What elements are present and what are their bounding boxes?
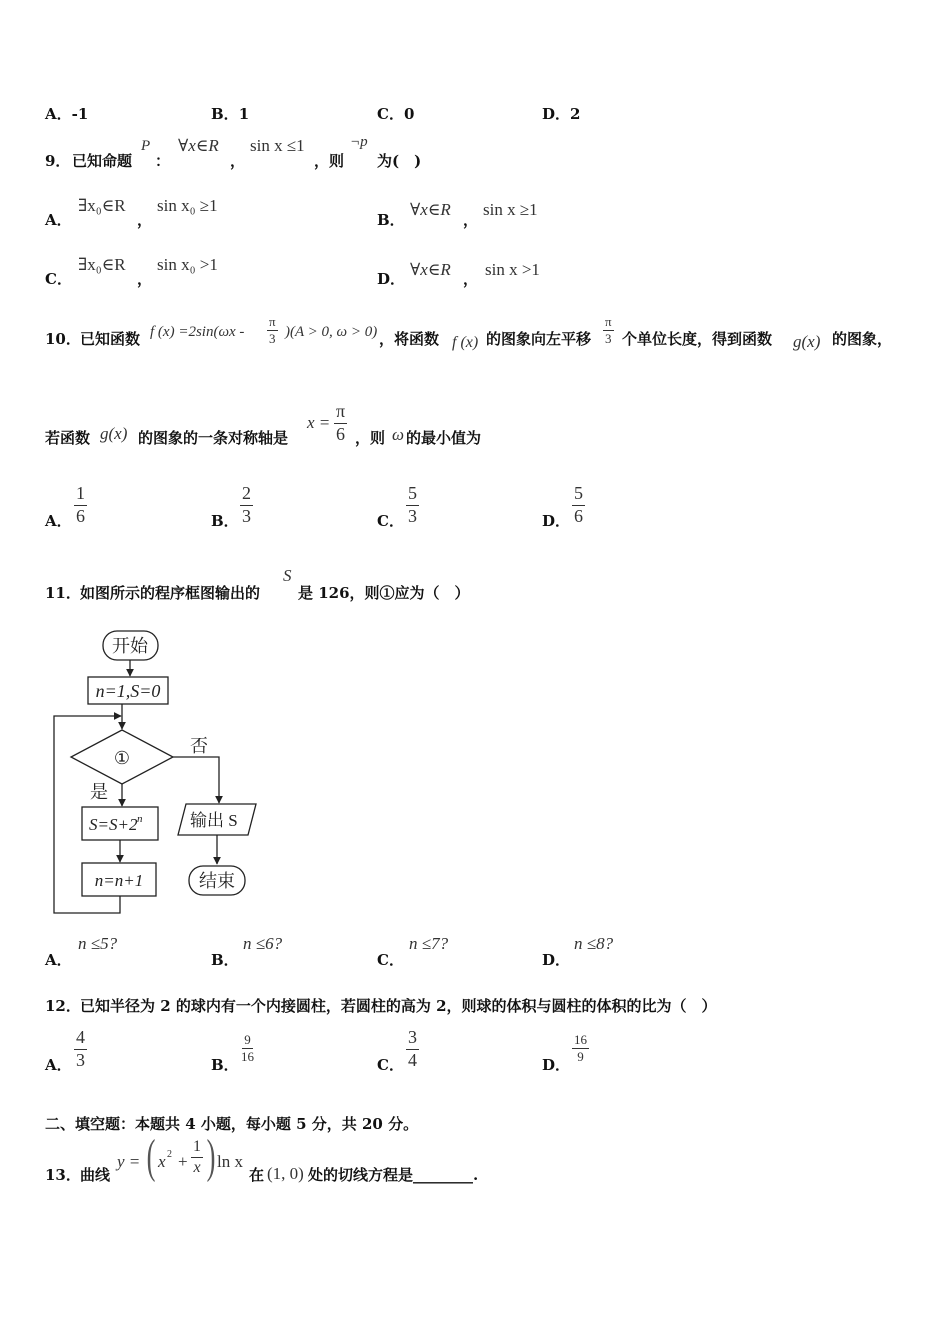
q10-condition: )(A > 0, ω > 0) bbox=[285, 324, 378, 340]
q8-option-d: D．2 bbox=[542, 105, 581, 123]
q8-option-b: B．1 bbox=[211, 105, 250, 123]
q9-option-d-label: D． bbox=[377, 270, 406, 288]
q13-y-eq: y = bbox=[117, 1152, 141, 1171]
q12-stem: 已知半径为 2 的球内有一个内接圆柱，若圆柱的高为 2，则球的体积与圆柱的体积的比为（ ） bbox=[80, 997, 717, 1015]
q11-s: S bbox=[283, 566, 292, 585]
q9-option-d-part1: ∀x∈R bbox=[410, 260, 451, 279]
q10-stem-a: 已知函数 bbox=[80, 330, 141, 348]
q13-stem-a: 曲线 bbox=[80, 1166, 111, 1184]
q10-option-d-label: D． bbox=[542, 512, 571, 530]
q10-stem-e: 的图象， bbox=[832, 330, 893, 348]
q10-shift: $\frac{\pi}{3}$ bbox=[605, 314, 612, 347]
flow-end-label: 结束 bbox=[199, 871, 235, 891]
q12-option-d-label: D． bbox=[542, 1056, 571, 1074]
q13-right-paren: ) bbox=[206, 1130, 216, 1183]
q9-option-c-part1: ∃x₀∈R bbox=[78, 255, 126, 274]
q12-option-c-frac: $\frac{3}{4}$ bbox=[408, 1027, 417, 1070]
q10-line2-c: ，则 bbox=[355, 429, 386, 447]
q12-option-a-frac: $\frac{4}{3}$ bbox=[76, 1027, 85, 1070]
q9-p: P bbox=[141, 138, 151, 154]
q12-option-a-label: A． bbox=[45, 1056, 72, 1074]
q11-option-b-value: n ≤6? bbox=[243, 934, 283, 953]
q10-pi-over-3: $\frac{\pi}{3}$ bbox=[269, 314, 276, 347]
q9-colon: ： bbox=[155, 152, 171, 170]
q11-option-d-label: D． bbox=[542, 951, 571, 969]
q10-omega: ω bbox=[392, 425, 405, 444]
q10-stem-d: 个单位长度，得到函数 bbox=[622, 330, 773, 348]
q12-option-c-label: C． bbox=[377, 1056, 404, 1074]
flow-update-n-label: n=n+1 bbox=[94, 871, 144, 890]
q9-then: ，则 bbox=[314, 152, 345, 170]
q12-number: 12． bbox=[45, 997, 81, 1015]
q8-option-a: A．-1 bbox=[45, 105, 89, 123]
q11-option-a-label: A． bbox=[45, 951, 72, 969]
q13-number: 13． bbox=[45, 1166, 81, 1184]
q13-at: 在 bbox=[249, 1166, 265, 1184]
q9-option-c-label: C． bbox=[45, 270, 72, 288]
q9-stem: 已知命题 bbox=[72, 152, 133, 170]
q10-axis-x: x = bbox=[307, 413, 331, 432]
q10-function: f (x) =2sin(ωx - bbox=[150, 324, 245, 340]
q13-ln: ln x bbox=[217, 1152, 243, 1171]
q10-stem-c: 的图象向左平移 bbox=[486, 330, 592, 348]
q11-option-b-label: B． bbox=[211, 951, 239, 969]
q9-option-b-part2: sin x ≥1 bbox=[483, 200, 538, 219]
q10-option-b-label: B． bbox=[211, 512, 239, 530]
q9-option-c-part2: sin x₀ >1 bbox=[157, 255, 218, 274]
q9-option-b-label: B． bbox=[377, 211, 405, 229]
q13-square: 2 bbox=[167, 1149, 172, 1160]
q10-option-b-frac: $\frac{2}{3}$ bbox=[242, 483, 251, 526]
q9-option-a-part1: ∃x₀∈R bbox=[78, 196, 126, 215]
q11-option-c-value: n ≤7? bbox=[409, 934, 449, 953]
q10-stem-b: ，将函数 bbox=[379, 330, 440, 348]
flow-update-s-label: S=S+2 bbox=[89, 815, 138, 834]
q9-option-d-comma: ， bbox=[463, 270, 479, 288]
q11-option-d-value: n ≤8? bbox=[574, 934, 614, 953]
q13-point: (1, 0) bbox=[267, 1164, 304, 1183]
q12-option-b-label: B． bbox=[211, 1056, 239, 1074]
q10-line2-gx: g(x) bbox=[100, 424, 128, 443]
q12-option-d-frac: $\frac{16}{9}$ bbox=[574, 1032, 587, 1065]
flowchart bbox=[40, 620, 280, 920]
q12-option-b-frac: $\frac{9}{16}$ bbox=[241, 1032, 254, 1065]
q10-gx: g(x) bbox=[793, 332, 821, 351]
section-2-heading: 二、填空题：本题共 4 小题，每小题 5 分，共 20 分。 bbox=[45, 1115, 419, 1133]
q13-stem-b: 处的切线方程是________. bbox=[308, 1166, 479, 1184]
q10-option-c-frac: $\frac{5}{3}$ bbox=[408, 483, 417, 526]
q13-left-paren: ( bbox=[146, 1130, 156, 1183]
q9-comma: ， bbox=[230, 152, 246, 170]
q9-option-a-label: A． bbox=[45, 211, 72, 229]
flow-init-label: n=1,S=0 bbox=[95, 681, 161, 701]
flow-cond-label: ① bbox=[113, 748, 131, 768]
flow-start-label: 开始 bbox=[112, 636, 148, 656]
q9-option-a-comma: ， bbox=[137, 211, 153, 229]
q10-line2-b: 的图象的一条对称轴是 bbox=[138, 429, 289, 447]
q11-option-c-label: C． bbox=[377, 951, 404, 969]
q9-option-b-comma: ， bbox=[463, 211, 479, 229]
q10-number: 10． bbox=[45, 330, 81, 348]
q10-option-a-label: A． bbox=[45, 512, 72, 530]
q9-option-c-comma: ， bbox=[137, 270, 153, 288]
flow-no-label: 否 bbox=[190, 736, 208, 756]
q10-line2-a: 若函数 bbox=[45, 429, 91, 447]
q13-one-over-x: $\frac{1}{x}$ bbox=[193, 1138, 201, 1176]
q8-option-c: C．0 bbox=[377, 105, 415, 123]
q11-option-a-value: n ≤5? bbox=[78, 934, 118, 953]
q10-option-d-frac: $\frac{5}{6}$ bbox=[574, 483, 583, 526]
q9-sin: sin x ≤1 bbox=[250, 136, 305, 155]
q10-line2-d: 的最小值为 bbox=[406, 429, 482, 447]
flow-yes-label: 是 bbox=[90, 782, 108, 802]
flow-exp-label: n bbox=[137, 813, 143, 825]
q13-x: x bbox=[158, 1152, 166, 1171]
q9-option-b-part1: ∀x∈R bbox=[410, 200, 451, 219]
q11-number: 11． bbox=[45, 584, 81, 602]
flow-arrow-no bbox=[173, 757, 219, 803]
q9-option-a-part2: sin x₀ ≥1 bbox=[157, 196, 218, 215]
q9-notp: ¬p bbox=[350, 134, 368, 150]
q10-option-c-label: C． bbox=[377, 512, 404, 530]
q11-stem-a: 如图所示的程序框图输出的 bbox=[80, 584, 261, 602]
q10-option-a-frac: $\frac{1}{6}$ bbox=[76, 483, 85, 526]
q9-number: 9． bbox=[45, 152, 71, 170]
q9-option-d-part2: sin x >1 bbox=[485, 260, 540, 279]
q9-is: 为( ) bbox=[377, 152, 422, 170]
q11-stem-b: 是 126，则①应为（ ） bbox=[298, 584, 470, 602]
q13-plus: + bbox=[178, 1152, 188, 1171]
flow-output-label: 输出 S bbox=[190, 811, 238, 830]
q10-fx: f (x) bbox=[452, 334, 479, 351]
q10-pi-over-6: $\frac{\pi}{6}$ bbox=[336, 401, 346, 444]
q9-forall: ∀x∈R bbox=[178, 136, 219, 155]
